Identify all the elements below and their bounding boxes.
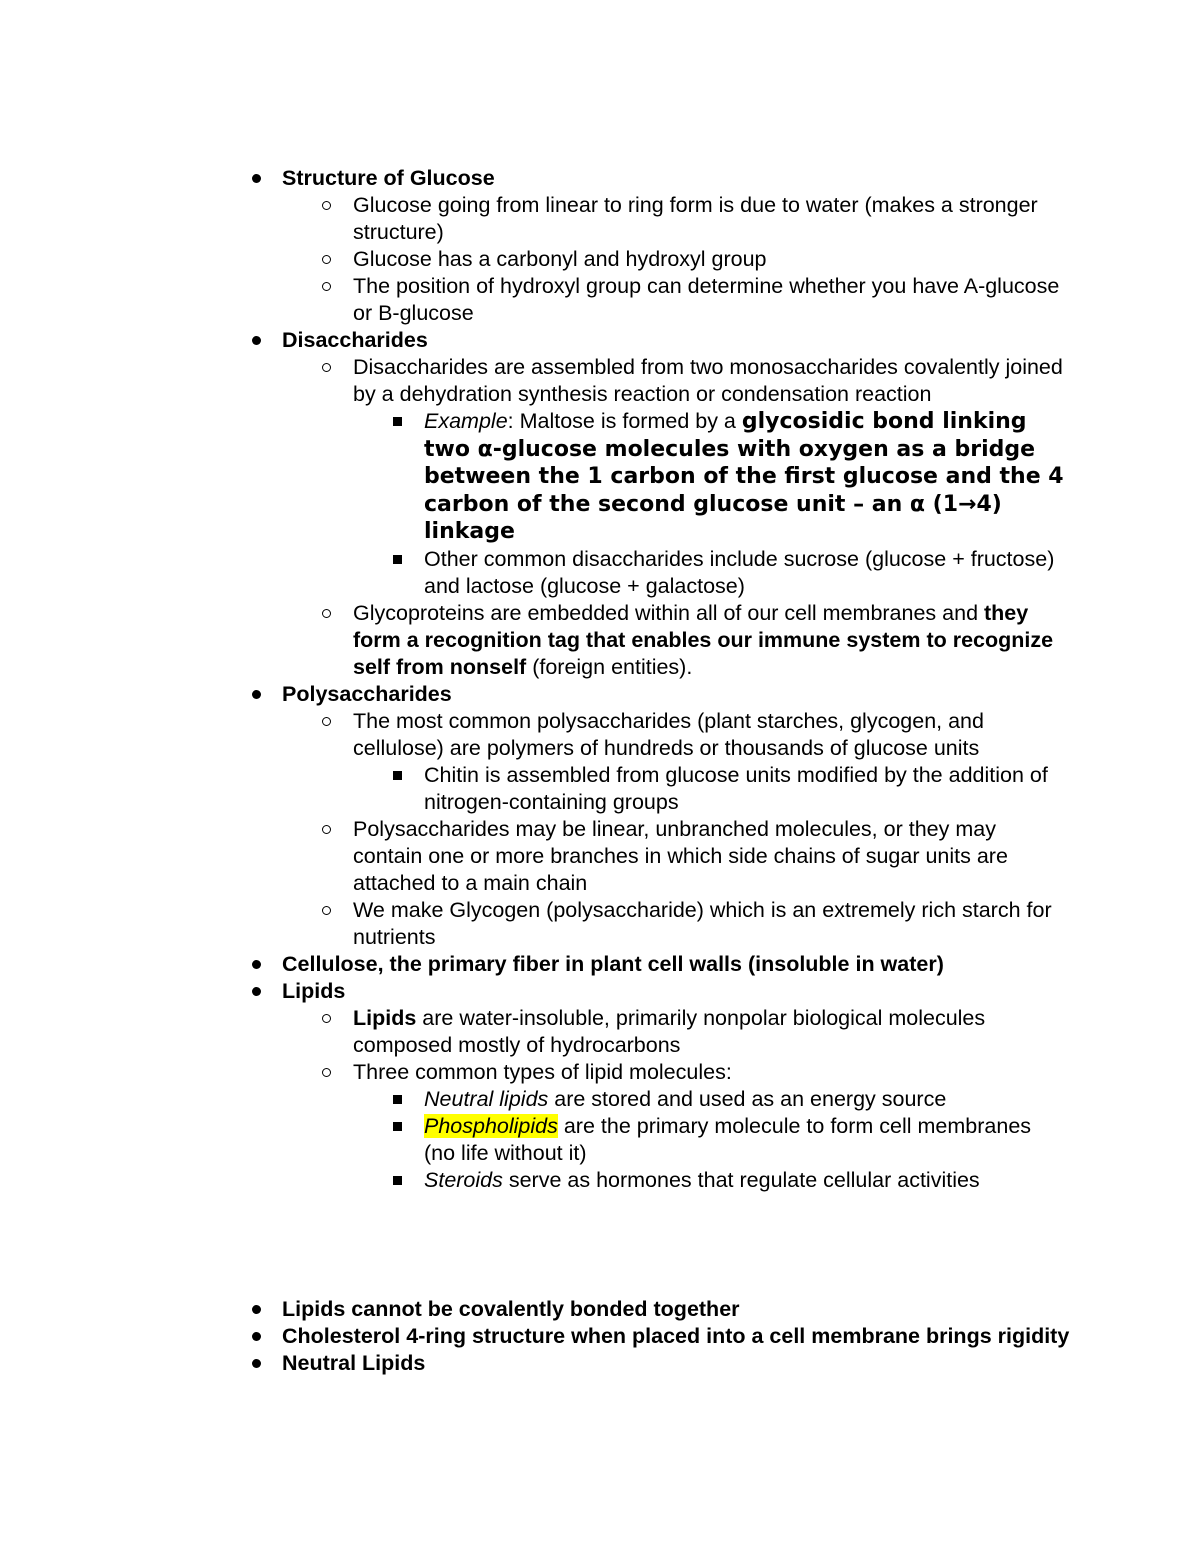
bullet-circle-icon bbox=[316, 1059, 336, 1086]
example-text: : Maltose is formed by a bbox=[507, 409, 742, 433]
list-item bbox=[0, 354, 1063, 408]
heading-polysaccharides bbox=[0, 681, 1072, 708]
item-bold-text: they form a recognition tag that enables our immune system to recognize self from nonself bbox=[353, 600, 1054, 679]
list-item bbox=[0, 1005, 1063, 1059]
item-text: Disaccharides are assembled from two monosaccharides covalently joined by a dehydration synthesis reaction or condensation reaction bbox=[353, 355, 1063, 406]
item-text-end: (foreign entities). bbox=[526, 654, 693, 679]
heading-cellulose bbox=[0, 951, 1072, 978]
heading-text: Lipids bbox=[282, 978, 346, 1003]
heading-text: Cholesterol 4-ring structure when placed into a cell membrane brings rigidity bbox=[282, 1324, 1070, 1348]
item-text: Three common types of lipid molecules: bbox=[353, 1059, 732, 1084]
item-term: Neutral lipids bbox=[424, 1086, 549, 1111]
heading-text: Polysaccharides bbox=[282, 681, 452, 706]
item-text: The most common polysaccharides (plant starches, glycogen, and cellulose) are polymers of hundreds or thousands of glucose units bbox=[353, 708, 984, 760]
bullet-square-icon bbox=[387, 1167, 407, 1194]
bullet-circle-icon bbox=[316, 1005, 336, 1032]
bullet-disc-icon bbox=[246, 1296, 266, 1323]
item-text: Polysaccharides may be linear, unbranched molecules, or they may contain one or more branches in which side chains of sugar units are attached to a main chain bbox=[353, 816, 1008, 895]
list-item bbox=[0, 1086, 1064, 1113]
bullet-disc-icon bbox=[246, 1350, 266, 1377]
bullet-disc-icon bbox=[246, 681, 266, 708]
heading-text: Structure of Glucose bbox=[282, 166, 495, 190]
example-bold-text: glycosidic bond linking two α-glucose molecules with oxygen as a bridge between the 1 carbon of the first glucose and the 4 carbon of the second glucose unit – an α (1→4) linkage bbox=[424, 409, 1064, 544]
heading-structure-of-glucose bbox=[0, 165, 1072, 192]
heading-item bbox=[0, 1323, 1072, 1350]
item-term: Steroids bbox=[424, 1167, 503, 1192]
bullet-circle-icon bbox=[316, 816, 336, 843]
list-item bbox=[0, 273, 1063, 327]
list-item bbox=[0, 246, 1063, 273]
heading-disaccharides bbox=[0, 327, 1072, 354]
item-text: are stored and used as an energy source bbox=[548, 1086, 947, 1111]
item-text: serve as hormones that regulate cellular activities bbox=[502, 1167, 980, 1192]
list-item-example bbox=[0, 408, 1064, 546]
heading-text: Lipids cannot be covalently bonded together bbox=[282, 1297, 740, 1321]
bullet-disc-icon bbox=[246, 1323, 266, 1350]
notes-outline-continued bbox=[0, 1296, 1200, 1377]
item-term-highlighted: Phospholipids bbox=[424, 1113, 558, 1138]
list-item bbox=[0, 1167, 1064, 1194]
bullet-disc-icon bbox=[246, 165, 266, 192]
list-item bbox=[0, 762, 1064, 816]
item-text: are the primary molecule to form cell membranes (no life without it) bbox=[424, 1113, 1032, 1165]
bullet-disc-icon bbox=[246, 327, 266, 354]
item-text: The position of hydroxyl group can determine whether you have A-glucose or B-glucose bbox=[353, 274, 1060, 325]
heading-text: Neutral Lipids bbox=[282, 1351, 426, 1375]
bullet-square-icon bbox=[387, 762, 407, 789]
heading-item bbox=[0, 1296, 1072, 1323]
bullet-circle-icon bbox=[316, 600, 336, 627]
item-text: Glucose going from linear to ring form is due to water (makes a stronger structure) bbox=[353, 193, 1038, 244]
bullet-circle-icon bbox=[316, 192, 336, 219]
notes-outline bbox=[0, 165, 1200, 1194]
bullet-disc-icon bbox=[246, 978, 266, 1005]
bullet-square-icon bbox=[387, 408, 407, 435]
item-text: are water-insoluble, primarily nonpolar biological molecules composed mostly of hydrocarbons bbox=[353, 1005, 986, 1057]
list-item bbox=[0, 708, 1063, 762]
item-text: We make Glycogen (polysaccharide) which is an extremely rich starch for nutrients bbox=[353, 897, 1052, 949]
bullet-circle-icon bbox=[316, 354, 336, 381]
list-item bbox=[0, 816, 1063, 897]
heading-text: Cellulose, the primary fiber in plant cell walls (insoluble in water) bbox=[282, 951, 944, 976]
list-item bbox=[0, 192, 1063, 246]
bullet-square-icon bbox=[387, 546, 407, 573]
heading-item bbox=[0, 1350, 1072, 1377]
bullet-square-icon bbox=[387, 1086, 407, 1113]
bullet-circle-icon bbox=[316, 897, 336, 924]
bullet-square-icon bbox=[387, 1113, 407, 1140]
list-item bbox=[0, 546, 1064, 600]
item-bold-term: Lipids bbox=[353, 1005, 417, 1030]
example-label: Example bbox=[424, 409, 508, 433]
heading-lipids bbox=[0, 978, 1072, 1005]
bullet-disc-icon bbox=[246, 951, 266, 978]
list-item-glycoproteins bbox=[0, 600, 1063, 681]
item-text: Glycoproteins are embedded within all of our cell membranes and bbox=[353, 600, 984, 625]
bullet-circle-icon bbox=[316, 708, 336, 735]
list-item bbox=[0, 897, 1063, 951]
bullet-circle-icon bbox=[316, 246, 336, 273]
heading-text: Disaccharides bbox=[282, 328, 428, 352]
item-text: Chitin is assembled from glucose units modified by the addition of nitrogen-containing groups bbox=[424, 762, 1048, 814]
item-text: Other common disaccharides include sucrose (glucose + fructose) and lactose (glucose + galactose) bbox=[424, 546, 1055, 598]
list-item bbox=[0, 1113, 1064, 1167]
item-text: Glucose has a carbonyl and hydroxyl group bbox=[353, 247, 767, 271]
list-item bbox=[0, 1059, 1063, 1086]
bullet-circle-icon bbox=[316, 273, 336, 300]
